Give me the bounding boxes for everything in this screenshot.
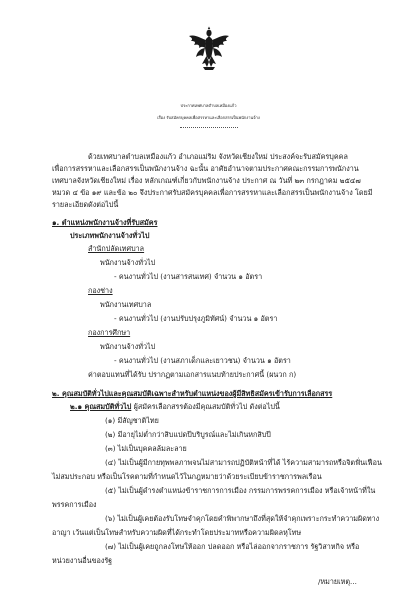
qualification-item: (๗) ไม่เป็นผู้เคยถูกลงโทษให้ออก ปลดออก หรือไล่ออกจากราชการ รัฐวิสาหกิจ หรือ — [105, 542, 360, 551]
unit-position: พนักงานจ้างทั่วไป — [100, 258, 156, 267]
intro-line: ด้วยเทศบาลตำบลเหมืองแก้ว อำเภอแม่ริม จังหวัดเชียงใหม่ ประสงค์จะรับสมัครบุคคล — [88, 152, 348, 161]
section2-heading: ๒. คุณสมบัติทั่วไปและคุณสมบัติเฉพาะสำหรับตำแหน่งของผู้มีสิทธิสมัครเข้ารับการเลือกสรร — [52, 389, 333, 398]
unit-name: กองการศึกษา — [88, 328, 131, 337]
unit-name: กองช่าง — [88, 286, 113, 295]
section2-sub — [70, 402, 280, 411]
section2-sub-text: ผู้สมัครเลือกสรรต้องมีคุณสมบัติทั่วไป ดังต่อไปนี้ — [131, 402, 280, 411]
qualification-item: (๖) ไม่เป็นผู้เคยต้องรับโทษจำคุกโดยคำพิพากษาถึงที่สุดให้จำคุกเพราะกระทำความผิดทาง — [105, 514, 380, 523]
unit-name: สำนักปลัดเทศบาล — [88, 244, 145, 253]
section2-sub-label: ๒.๑ คุณสมบัติทั่วไป — [70, 402, 132, 411]
unit-position: พนักงานจ้างทั่วไป — [100, 342, 156, 351]
intro-line: เพื่อการสรรหาและเลือกสรรเป็นพนักงานจ้าง ฉะนั้น อาศัยอำนาจตามประกาศคณะกรรมการพนักงาน — [52, 164, 359, 173]
section1-type: ประเภทพนักงานจ้างทั่วไป — [70, 231, 150, 240]
qualification-item: (๓) ไม่เป็นบุคคลล้มละลาย — [105, 444, 187, 453]
unit-position: พนักงานเทศบาล — [100, 300, 152, 309]
announcement-subject: เรื่อง รับสมัครบุคคลเพื่อสรรหาและเลือกสรรเป็นพนักงานจ้าง — [157, 115, 260, 120]
qualification-item-cont: อาญา เว้นแต่เป็นโทษสำหรับความผิดที่ได้กระทำโดยประมาทหรือความผิดลหุโทษ — [52, 528, 302, 537]
qualification-item-cont: ไม่สมประกอบ หรือเป็นโรคตามที่กำหนดไว้ในกฎหมายว่าด้วยระเบียบข้าราชการพลเรือน — [52, 472, 322, 481]
unit-detail: - คนงานทั่วไป (งานปรับปรุงภูมิทัศน์) จำนวน ๑ อัตรา — [114, 314, 278, 323]
qualification-item: (๔) ไม่เป็นผู้มีกายทุพพลภาพจนไม่สามารถปฏิบัติหน้าที่ได้ ไร้ความสามารถหรือจิตฟั่นเฟือน — [105, 458, 382, 467]
title-divider — [180, 127, 238, 128]
compensation-note: ค่าตอบแทนที่ได้รับ ปรากฏตามเอกสารแนบท้ายประกาศนี้ (ผนวก ก) — [88, 370, 297, 379]
qualification-item-cont: หน่วยงานอื่นของรัฐ — [52, 556, 113, 565]
continued-note: /หมายเหตุ... — [318, 577, 357, 586]
announcement-title: ประกาศเทศบาลตำบลเหมืองแก้ว — [180, 103, 237, 108]
qualification-item: (๒) มีอายุไม่ต่ำกว่าสิบแปดปีบริบูรณ์และไม่เกินหกสิบปี — [105, 430, 271, 439]
section1-heading: ๑. ตำแหน่งพนักงานจ้างที่รับสมัคร — [52, 218, 158, 227]
qualification-item: (๕) ไม่เป็นผู้ดำรงตำแหน่งข้าราชการการเมือง กรรมการพรรคการเมือง หรือเจ้าหน้าที่ใน — [105, 486, 376, 495]
intro-line: หมวด ๔ ข้อ ๑๙ และข้อ ๒๐ จึงประกาศรับสมัครบุคคลเพื่อการสรรหาและเลือกสรรเป็นพนักงานจ้าง โดยมี — [52, 188, 373, 197]
qualification-item: (๑) มีสัญชาติไทย — [105, 416, 159, 425]
unit-detail: - คนงานทั่วไป (งานสภาเด็กและเยาวชน) จำนวน ๑ อัตรา — [114, 356, 291, 365]
garuda-emblem-icon — [186, 26, 232, 72]
intro-line: เทศบาลจังหวัดเชียงใหม่ เรื่อง หลักเกณฑ์เกี่ยวกับพนักงานจ้าง ประกาศ ณ วันที่ ๒๓ กรกฎาคม ๒๕๔๗ — [52, 176, 361, 185]
qualification-item-cont: พรรคการเมือง — [52, 500, 97, 509]
intro-line: รายละเอียดดังต่อไปนี้ — [52, 200, 119, 209]
unit-detail: - คนงานทั่วไป (งานสารสนเทศ) จำนวน ๑ อัตรา — [114, 272, 263, 281]
